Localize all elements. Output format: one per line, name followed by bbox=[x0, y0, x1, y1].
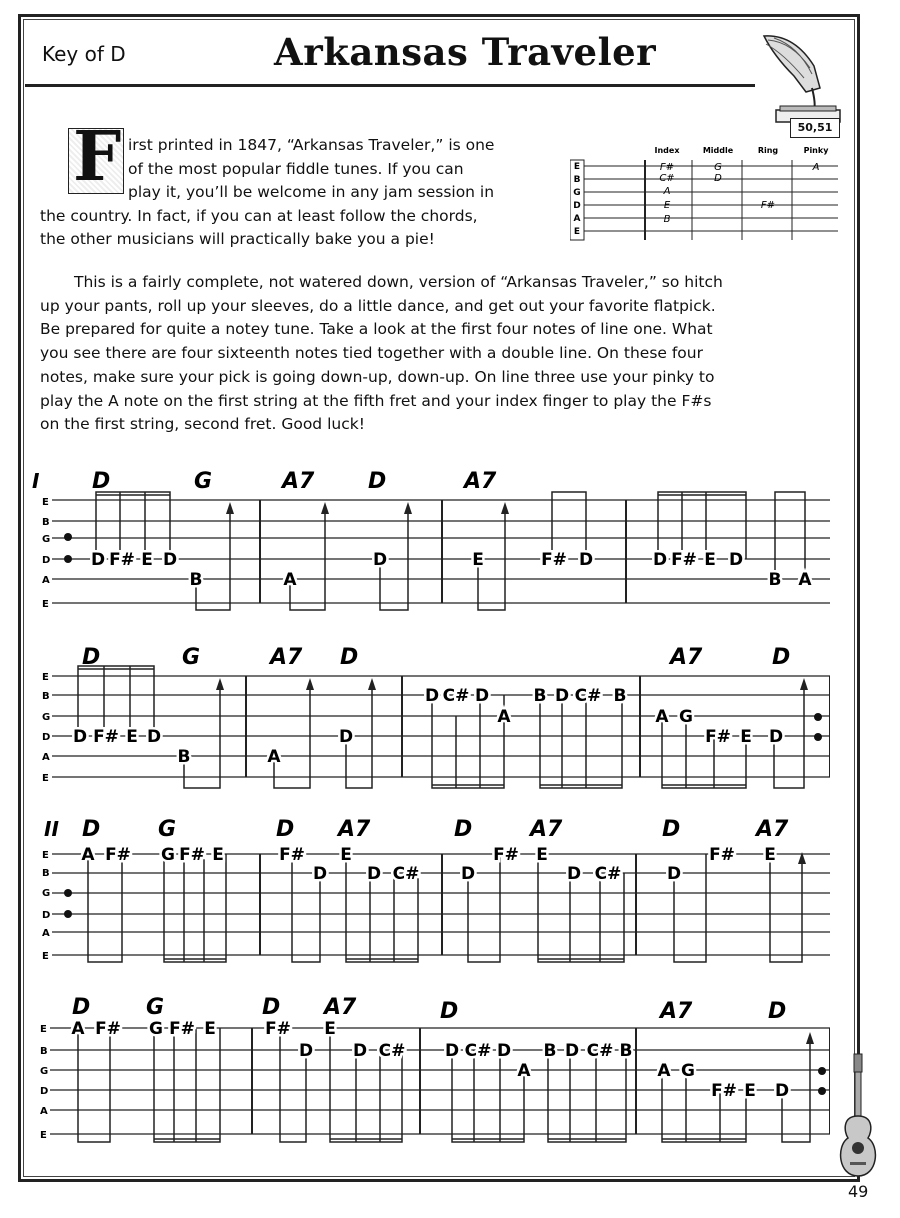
tab-note: E bbox=[704, 550, 716, 570]
tab-note: F# bbox=[493, 845, 519, 865]
tab-note: D bbox=[652, 550, 668, 570]
string-label: E bbox=[42, 951, 49, 962]
tab-note: D bbox=[768, 727, 784, 747]
string-label: G bbox=[42, 712, 51, 723]
string-label: E bbox=[42, 672, 49, 683]
tab-note: D bbox=[366, 864, 382, 884]
tab-note: A bbox=[657, 1061, 671, 1081]
tab-note: A bbox=[517, 1061, 531, 1081]
chord-symbol: A7 bbox=[756, 817, 789, 842]
intro-line-5: the other musicians will practically bake you a pie! bbox=[40, 230, 435, 248]
tab-note: E bbox=[744, 1081, 756, 1101]
tab-note: A bbox=[798, 570, 812, 590]
string-label: A bbox=[42, 928, 50, 939]
string-label: G bbox=[40, 1066, 49, 1077]
finger-label-index: Index bbox=[654, 146, 680, 155]
string-label: B bbox=[40, 1046, 48, 1057]
string-label: E bbox=[42, 599, 49, 610]
chord-symbol: A7 bbox=[324, 995, 357, 1020]
tab-system-1 bbox=[30, 462, 830, 620]
fret-string-label: A bbox=[573, 214, 581, 224]
finger-label-middle: Middle bbox=[702, 146, 734, 155]
tab-note: A bbox=[497, 707, 511, 727]
tab-note: F# bbox=[95, 1019, 121, 1039]
tab-note: F# bbox=[711, 1081, 737, 1101]
tab-note: D bbox=[460, 864, 476, 884]
chord-symbol: D bbox=[772, 645, 791, 670]
string-label: A bbox=[42, 752, 50, 763]
tab-note: F# bbox=[169, 1019, 195, 1039]
page-number: 49 bbox=[848, 1182, 869, 1201]
string-label: D bbox=[42, 732, 51, 743]
chord-symbol: G bbox=[194, 469, 213, 494]
chord-symbol: G bbox=[146, 995, 165, 1020]
fret-string-label: D bbox=[573, 201, 581, 211]
chord-symbol: D bbox=[82, 645, 101, 670]
tab-note: G bbox=[161, 845, 175, 865]
tab-note: D bbox=[352, 1041, 368, 1061]
body-paragraph bbox=[40, 271, 840, 437]
finger-label-pinky: Pinky bbox=[803, 146, 829, 155]
intro-line-1: irst printed in 1847, “Arkansas Traveler,” is one bbox=[128, 136, 495, 154]
tab-note: D bbox=[566, 864, 582, 884]
part-marker: II bbox=[44, 817, 59, 841]
fret-note: B bbox=[663, 214, 671, 225]
tab-note: G bbox=[681, 1061, 695, 1081]
tab-note: D bbox=[312, 864, 328, 884]
page-title: Arkansas Traveler bbox=[274, 30, 657, 74]
string-label: A bbox=[42, 575, 50, 586]
tab-note: D bbox=[728, 550, 744, 570]
tab-note: D bbox=[444, 1041, 460, 1061]
string-label: G bbox=[42, 534, 51, 545]
tab-note: C# bbox=[392, 864, 420, 884]
string-label: D bbox=[42, 910, 51, 921]
string-label: E bbox=[40, 1024, 47, 1035]
tab-note: F# bbox=[671, 550, 697, 570]
string-label: E bbox=[42, 773, 49, 784]
fret-string-label: E bbox=[573, 227, 581, 237]
fret-note: E bbox=[663, 200, 671, 211]
tab-note: D bbox=[564, 1041, 580, 1061]
tab-note: B bbox=[613, 686, 627, 706]
chord-symbol: D bbox=[662, 817, 681, 842]
body-line: This is a fairly complete, not watered down, version of “Arkansas Traveler,” so hitch bbox=[74, 273, 723, 291]
tab-note: D bbox=[72, 727, 88, 747]
tab-note: E bbox=[536, 845, 548, 865]
body-line: up your pants, roll up your sleeves, do a little dance, and get out your favorite flatpick. bbox=[40, 296, 716, 315]
tab-note: C# bbox=[442, 686, 470, 706]
tab-note: B bbox=[619, 1041, 633, 1061]
cd-track-badge: 50,51 bbox=[790, 118, 840, 138]
fret-note: D bbox=[714, 173, 722, 184]
string-label: E bbox=[40, 1130, 47, 1141]
tab-system-3 bbox=[30, 810, 830, 968]
tab-note: B bbox=[177, 747, 191, 767]
chord-symbol: D bbox=[768, 999, 787, 1024]
tab-note: E bbox=[472, 550, 484, 570]
tab-note: A bbox=[267, 747, 281, 767]
string-label: D bbox=[40, 1086, 49, 1097]
chord-symbol: G bbox=[158, 817, 177, 842]
body-line: you see there are four sixteenth notes tied together with a double line. On these four bbox=[40, 344, 703, 363]
body-line: play the A note on the first string at the fifth fret and your index finger to play the F#s bbox=[40, 391, 712, 410]
tab-note: B bbox=[189, 570, 203, 590]
fretboard-diagram bbox=[570, 144, 840, 248]
body-line: on the first string, second fret. Good luck! bbox=[40, 415, 365, 434]
fret-note: F# bbox=[659, 162, 675, 173]
tab-note: D bbox=[162, 550, 178, 570]
chord-symbol: D bbox=[92, 469, 111, 494]
tab-note: F# bbox=[105, 845, 131, 865]
tab-note: D bbox=[424, 686, 440, 706]
string-label: E bbox=[42, 850, 49, 861]
tab-note: A bbox=[81, 845, 95, 865]
tab-note: F# bbox=[93, 727, 119, 747]
chord-symbol: D bbox=[340, 645, 359, 670]
string-label: B bbox=[42, 868, 50, 879]
chord-symbol: A7 bbox=[464, 469, 497, 494]
intro-line-2: of the most popular fiddle tunes. If you can bbox=[128, 160, 464, 178]
string-label: G bbox=[42, 888, 51, 899]
fret-note: G bbox=[714, 162, 722, 173]
tab-note: F# bbox=[265, 1019, 291, 1039]
part-marker: I bbox=[32, 469, 40, 493]
chord-symbol: D bbox=[82, 817, 101, 842]
chord-symbol: A7 bbox=[338, 817, 371, 842]
tab-note: C# bbox=[586, 1041, 614, 1061]
tab-note: D bbox=[90, 550, 106, 570]
fret-string-label: G bbox=[573, 188, 581, 198]
tab-note: E bbox=[212, 845, 224, 865]
chord-symbol: A7 bbox=[530, 817, 563, 842]
tab-note: E bbox=[141, 550, 153, 570]
tab-note: D bbox=[666, 864, 682, 884]
tab-note: D bbox=[774, 1081, 790, 1101]
tab-note: F# bbox=[109, 550, 135, 570]
string-label: D bbox=[42, 555, 51, 566]
fret-string-label: E bbox=[573, 162, 581, 172]
tab-note: D bbox=[474, 686, 490, 706]
tab-note: C# bbox=[594, 864, 622, 884]
tab-note: A bbox=[283, 570, 297, 590]
tab-note: C# bbox=[378, 1041, 406, 1061]
chord-symbol: A7 bbox=[270, 645, 303, 670]
guitar-icon bbox=[832, 1052, 884, 1180]
tab-note: A bbox=[71, 1019, 85, 1039]
tab-note: D bbox=[496, 1041, 512, 1061]
tab-note: F# bbox=[279, 845, 305, 865]
tab-note: G bbox=[679, 707, 693, 727]
tab-note: G bbox=[149, 1019, 163, 1039]
tab-note: D bbox=[338, 727, 354, 747]
fret-string-label: B bbox=[573, 175, 581, 185]
tab-note: E bbox=[204, 1019, 216, 1039]
tab-note: B bbox=[543, 1041, 557, 1061]
fret-note: C# bbox=[659, 173, 675, 184]
chord-symbol: D bbox=[72, 995, 91, 1020]
chord-symbol: A7 bbox=[670, 645, 703, 670]
tab-note: F# bbox=[179, 845, 205, 865]
tab-system-4 bbox=[30, 988, 830, 1152]
drop-cap: F bbox=[68, 128, 124, 194]
chord-symbol: D bbox=[262, 995, 281, 1020]
finger-label-ring: Ring bbox=[757, 146, 779, 155]
tab-note: C# bbox=[574, 686, 602, 706]
intro-line-4: the country. In fact, if you can at least follow the chords, bbox=[40, 207, 478, 225]
tab-note: E bbox=[126, 727, 138, 747]
tab-note: E bbox=[764, 845, 776, 865]
tab-note: C# bbox=[464, 1041, 492, 1061]
tab-note: B bbox=[533, 686, 547, 706]
tab-note: D bbox=[146, 727, 162, 747]
chord-symbol: D bbox=[454, 817, 473, 842]
title-rule bbox=[25, 84, 755, 87]
tab-note: D bbox=[298, 1041, 314, 1061]
tab-note: D bbox=[554, 686, 570, 706]
tab-note: D bbox=[372, 550, 388, 570]
body-line: Be prepared for quite a notey tune. Take a look at the first four notes of line one. What bbox=[40, 320, 713, 339]
tab-note: D bbox=[578, 550, 594, 570]
intro-line-3: play it, you’ll be welcome in any jam session in bbox=[128, 183, 495, 201]
tab-note: F# bbox=[709, 845, 735, 865]
tab-note: F# bbox=[705, 727, 731, 747]
fret-note: F# bbox=[760, 200, 776, 211]
tab-system-2 bbox=[30, 638, 830, 796]
chord-symbol: A7 bbox=[282, 469, 315, 494]
chord-symbol: D bbox=[276, 817, 295, 842]
tab-note: E bbox=[740, 727, 752, 747]
key-label: Key of D bbox=[42, 42, 126, 66]
chord-symbol: D bbox=[440, 999, 459, 1024]
string-label: B bbox=[42, 691, 50, 702]
string-label: B bbox=[42, 517, 50, 528]
chord-symbol: D bbox=[368, 469, 387, 494]
tab-note: B bbox=[768, 570, 782, 590]
fret-note: A bbox=[812, 162, 820, 173]
fret-note: A bbox=[663, 186, 671, 197]
tab-note: E bbox=[340, 845, 352, 865]
string-label: A bbox=[40, 1106, 48, 1117]
string-label: E bbox=[42, 497, 49, 508]
tab-note: E bbox=[324, 1019, 336, 1039]
chord-symbol: G bbox=[182, 645, 201, 670]
body-line: notes, make sure your pick is going down-up, down-up. On line three use your pinky to bbox=[40, 367, 715, 386]
tab-note: A bbox=[655, 707, 669, 727]
tab-note: F# bbox=[541, 550, 567, 570]
chord-symbol: A7 bbox=[660, 999, 693, 1024]
